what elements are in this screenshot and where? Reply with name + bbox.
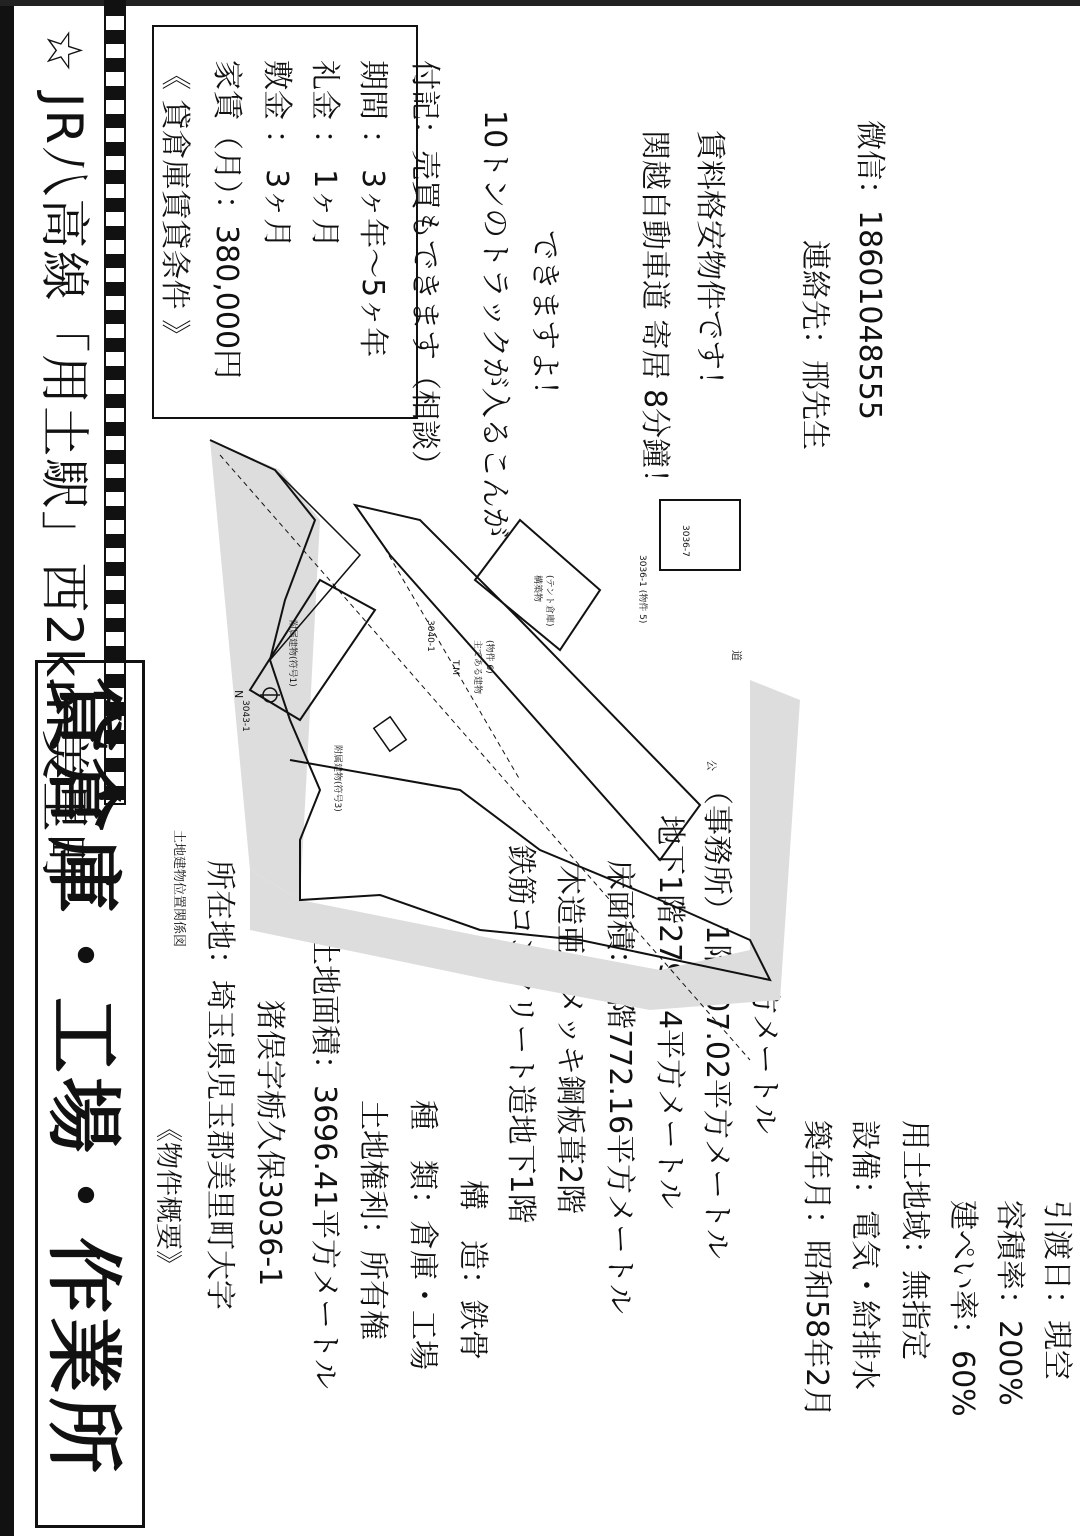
overview-floor-area-2: 地下1階279.24平方メートル xyxy=(652,815,687,1210)
contact-wechat: 微信：18601048555 xyxy=(852,120,887,420)
overview-handover: 引渡日：現空 xyxy=(1039,1200,1074,1380)
main-building-label-2: (物件 6) xyxy=(484,640,494,674)
overview-structure-3: 木造亜鉛メッキ鋼板葺2階 xyxy=(552,865,587,1215)
lot-3040: 3040-1 xyxy=(425,620,435,652)
overview-heading: 《物件概要》 xyxy=(152,1115,183,1277)
warehouse-label-1: 構築物 xyxy=(532,575,542,603)
lot-3036-7: 3036-7 xyxy=(680,525,690,557)
overview-floor-area-3: （事務所）1階207.02平方メートル xyxy=(699,775,734,1260)
road-label-2: 公 xyxy=(705,760,718,771)
conditions-key-money: 礼金 ： 1ヶ月 xyxy=(307,60,342,249)
conditions-note: 付記：売買もできます（相談） xyxy=(407,60,442,480)
note-truck-2: できますよ！ xyxy=(527,230,562,410)
overview-land-area: 土地面積：3696.41平方メートル xyxy=(307,935,342,1390)
conditions-heading: 《 貸倉庫賃貸条件 》 xyxy=(157,60,192,350)
main-building-label-1: 主である建物 xyxy=(472,640,482,695)
overview-far: 容積率：200% xyxy=(992,1200,1027,1406)
warehouse-label-2: (テント倉庫) xyxy=(544,575,554,627)
conditions-deposit: 敷金 ： 3ヶ月 xyxy=(259,60,294,249)
annex-3-label: 附属建物(符号3) xyxy=(332,745,342,812)
overview-coverage: 建ぺい率：60% xyxy=(945,1200,980,1417)
tm-label: T.M xyxy=(450,660,460,676)
overview-type: 種 類：倉庫・工場 xyxy=(405,1100,440,1370)
conditions-rent: 家賃（月）：380,000円 xyxy=(209,60,244,380)
overview-land-rights: 土地権利：所有権 xyxy=(355,1100,390,1340)
page-title: 貸倉庫・工場・作業所 xyxy=(39,677,129,1477)
lot-3036-1: 3036-1 (物件 5) xyxy=(637,555,647,624)
overview-structure: 構 造：鉄骨 xyxy=(455,1180,490,1360)
annex-1-label: 附属建物(符号1) xyxy=(287,620,297,687)
overview-built: 築年月：昭和58年2月 xyxy=(799,1120,834,1418)
road-label: 道 xyxy=(730,650,743,661)
map-title: 土地建物位置関係図 xyxy=(171,830,186,948)
overview-floor-area-1: 床面積：1階772.16平方メートル xyxy=(602,860,637,1315)
overview-zoning: 用土地域：無指定 xyxy=(897,1120,932,1360)
lot-3043: 3043-1 xyxy=(240,700,250,732)
note-truck-1: 10トンのトラックが入るこんが xyxy=(477,110,512,538)
overview-location-1: 所在地：埼玉県児玉郡美里町大字 xyxy=(202,860,237,1310)
north-label: N xyxy=(232,690,245,699)
contact-person: 連絡先：邢先生 xyxy=(797,240,832,450)
conditions-term: 期間 ： 3ヶ年～5ヶ年 xyxy=(355,60,390,358)
overview-facilities: 設備：電気・給排水 xyxy=(847,1120,882,1390)
note-price: 賃料格安物件です！ xyxy=(692,130,727,400)
headline: ☆ JR八高線「用土駅」西2km美里町 xyxy=(35,28,93,886)
overview-location-2: 猪俣字栃久保3036-1 xyxy=(252,1000,287,1287)
overview-structure-2: 鉄筋コンクリート造地下1階 xyxy=(503,845,538,1224)
note-highway: 関越自動車道 寄居 8分鐘！ xyxy=(637,130,672,499)
